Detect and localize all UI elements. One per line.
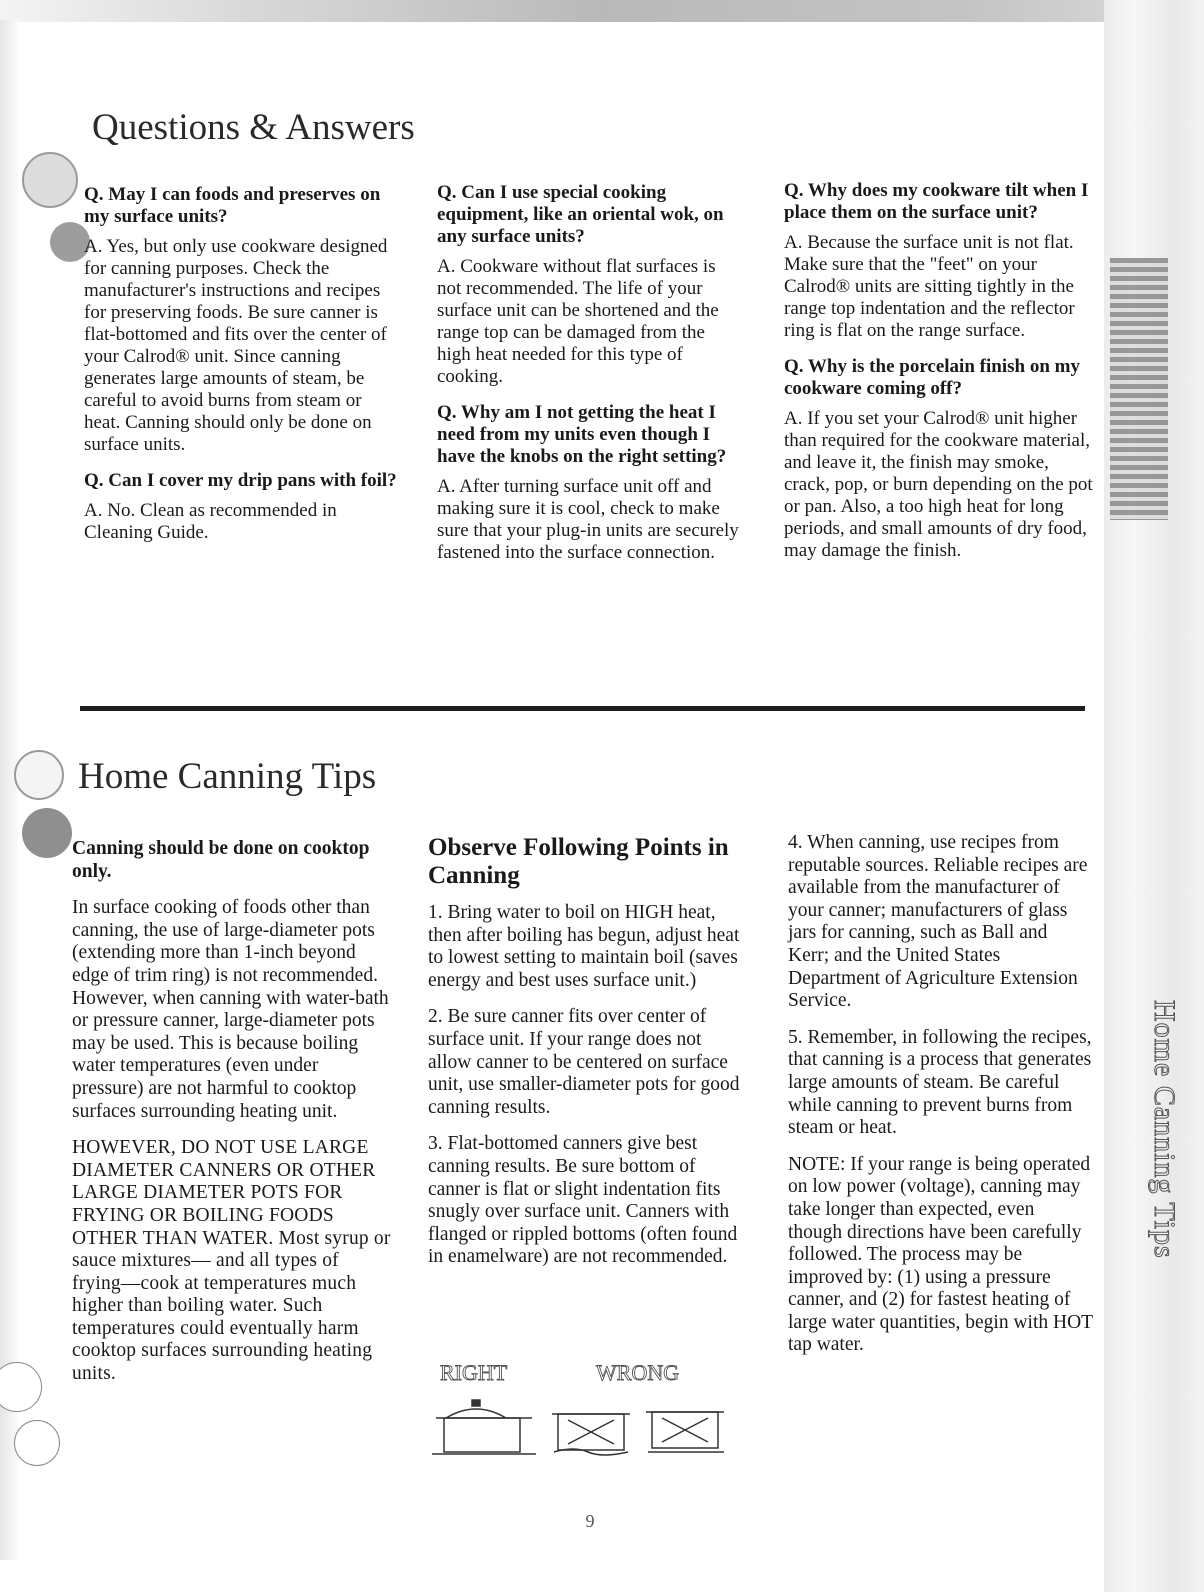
qa-column-2 <box>437 182 742 564</box>
answer: A. Cookware without flat surfaces is not recommended. The life of your surface unit can be shortened and the range top can be damaged from the high heat needed for this type of cooking. <box>437 256 719 387</box>
binder-hole <box>22 808 72 858</box>
wrong-canner-icon <box>552 1412 724 1455</box>
answer: A. Yes, but only use cookware designed for canning purposes. Check the manufacturer's instructions and recipes for preserving foods. Be sure canner is flat-bottomed and fits over the center of your Calrod® unit. Since canning generates large amounts of steam, be careful to avoid burns from steam or heat. Canning should only be done on surface units. <box>84 236 388 455</box>
right-canner-icon <box>432 1400 536 1454</box>
paragraph: In surface cooking of foods other than canning, the use of large-diameter pots (extending more than 1-inch beyond edge of trim ring) is not recommended. However, when canning with water-bath or pressure canner, large-diameter pots may be used. This is because boiling water temperatures (even under pressure) are not harmful to cooktop surfaces surrounding heating unit. <box>72 897 389 1122</box>
list-item: 1. Bring water to boil on HIGH heat, then after boiling has begun, adjust heat to lowest setting to maintain boil (saves energy and best uses surface unit.) <box>428 902 740 991</box>
diagram-label-wrong: WRONG <box>596 1360 680 1385</box>
binder-hole <box>0 1362 42 1412</box>
canner-diagram-svg <box>428 1356 748 1466</box>
canning-column-1 <box>72 838 392 1386</box>
warning-paragraph: HOWEVER, DO NOT USE LARGE DIAMETER CANNERS OR OTHER LARGE DIAMETER POTS FOR FRYING OR BOILING FOODS OTHER THAN WATER. Most syrup or sauce mixtures— and all types of frying—cook at temperatures much higher than boiling water. Such temperatures could eventually harm cooktop surfaces surrounding heating units. <box>72 1137 391 1385</box>
questions-tab-marker <box>1110 258 1168 520</box>
subheading: Observe Following Points in Canning <box>428 834 729 889</box>
question: Q. Can I cover my drip pans with foil? <box>84 470 397 491</box>
question: Q. May I can foods and preserves on my surface units? <box>84 184 381 227</box>
binder-hole <box>22 152 78 208</box>
canner-diagram <box>428 1356 748 1466</box>
question: Q. Why am I not getting the heat I need from my units even though I have the knobs on the right setting? <box>437 402 727 467</box>
section-divider <box>80 706 1085 711</box>
question: Q. Can I use special cooking equipment, like an oriental wok, on any surface units? <box>437 182 724 247</box>
scan-top-edge <box>0 0 1204 22</box>
list-item: 5. Remember, in following the recipes, that canning is a process that generates large amounts of steam. Be careful while canning to prevent burns from steam or heat. <box>788 1026 1092 1139</box>
canning-column-3 <box>788 832 1093 1357</box>
list-item: 3. Flat-bottomed canners give best canning results. Be sure bottom of canner is flat or slight indentation fits snugly over surface unit. Canners with flanged or rippled bottoms (often found in enamelware) are not recommended. <box>428 1133 738 1268</box>
subheading: Canning should be done on cooktop only. <box>72 838 370 882</box>
answer: A. Because the surface unit is not flat. Make sure that the "feet" on your Calrod® units are sitting tightly in the range top indentation and the reflector ring is flat on the range surface. <box>784 232 1075 341</box>
answer: A. No. Clean as recommended in Cleaning Guide. <box>84 500 337 543</box>
canning-column-2 <box>428 834 743 1269</box>
answer: A. After turning surface unit off and making sure it is cool, check to make sure that your plug-in units are securely fastened into the surface connection. <box>437 476 739 563</box>
section-tab-strip <box>1104 0 1204 1592</box>
binder-hole <box>14 750 64 800</box>
note: NOTE: If your range is being operated on low power (voltage), canning may take longer than expected, even though directions have been carefully followed. The process may be improved by: (1) using a pressure canner, and (2) for fastest heating of large water quantities, begin with HOT tap water. <box>788 1153 1093 1356</box>
binder-hole <box>14 1420 60 1466</box>
diagram-label-right: RIGHT <box>440 1360 508 1385</box>
answer: A. If you set your Calrod® unit higher than required for the cookware material, and leave it, the finish may smoke, crack, pop, or burn depending on the pot or pan. Also, a too high heat for long periods, and small amounts of dry food, may damage the finish. <box>784 408 1093 561</box>
section-title-home-canning-tips: Home Canning Tips <box>78 756 377 797</box>
qa-column-3 <box>784 180 1094 562</box>
scan-left-edge <box>0 20 18 1560</box>
page-number: 9 <box>585 1511 595 1531</box>
question: Q. Why is the porcelain finish on my cookware coming off? <box>784 356 1080 399</box>
qa-column-1 <box>84 184 399 544</box>
list-item: 4. When canning, use recipes from reputable sources. Reliable recipes are available from the manufacturer of your canner; manufacturers of glass jars for canning, such as Ball and Kerr; and the United States Department of Agriculture Extension Service. <box>788 832 1088 1012</box>
side-tab-label: Home Canning Tips <box>1148 1000 1181 1259</box>
list-item: 2. Be sure canner fits over center of surface unit. If your range does not allow canner to be centered on surface unit, use smaller-diameter pots for good canning results. <box>428 1006 740 1118</box>
section-title-questions-answers: Questions & Answers <box>92 107 415 148</box>
question: Q. Why does my cookware tilt when I place them on the surface unit? <box>784 180 1089 223</box>
